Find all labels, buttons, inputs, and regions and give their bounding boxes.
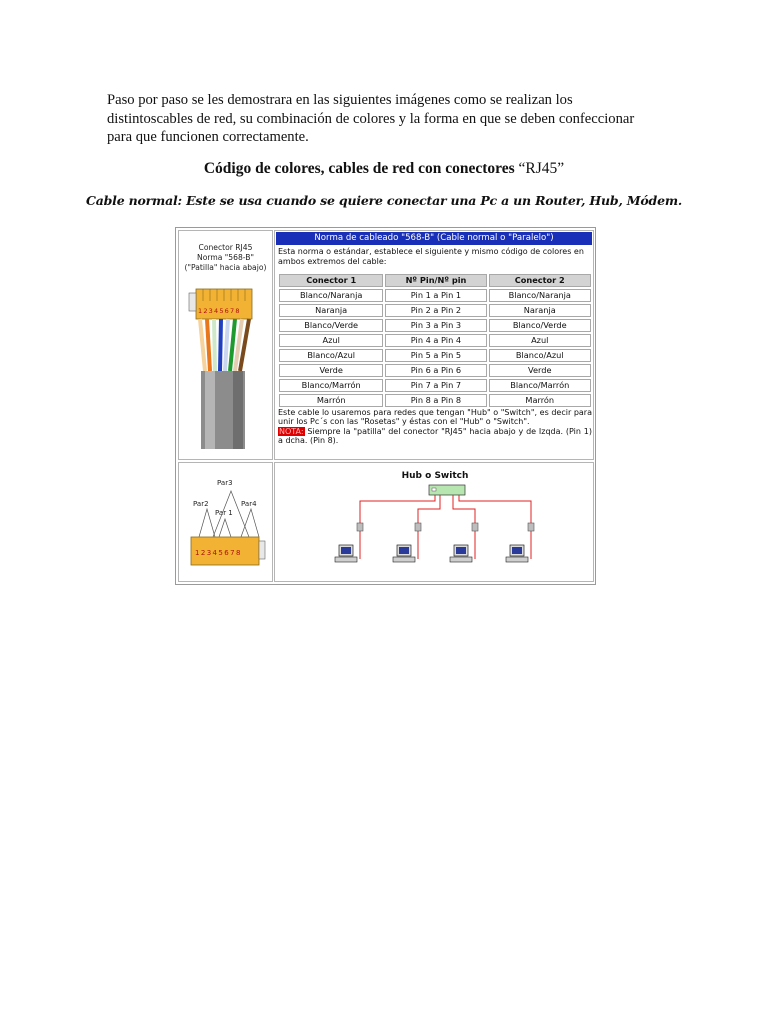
table-row	[279, 349, 591, 362]
wall-jack-icon	[528, 523, 534, 531]
table-cell: Blanco/Verde	[489, 319, 591, 332]
usage-note	[278, 408, 592, 446]
table-cell: Blanco/Azul	[489, 349, 591, 362]
table-row	[279, 334, 591, 347]
table-row	[279, 364, 591, 377]
section-title	[0, 160, 768, 178]
pairs-pin-numbers: 12345678	[195, 549, 242, 557]
table-cell: Azul	[279, 334, 383, 347]
title-rj45: “RJ45”	[518, 160, 565, 177]
table-row	[279, 319, 591, 332]
wall-jack-icon	[357, 523, 363, 531]
usage-note-text: Este cable lo usaremos para redes que tengan "Hub" o "Switch", es decir para unir los Pc´s con las "Rosetas" y éstas con el "Hub" o "Switch".	[278, 408, 592, 427]
intro-line-3: para que funcionen correctamente.	[107, 129, 309, 145]
pc-icon	[393, 545, 415, 562]
network-diagram	[274, 462, 594, 582]
title-text: Código de colores, cables de red con conectores	[203, 160, 519, 177]
table-cell: Marrón	[279, 394, 383, 407]
connector-pin-numbers: 12345678	[198, 307, 241, 315]
table-row	[279, 304, 591, 317]
table-cell: Pin 6 a Pin 6	[385, 364, 486, 377]
table-cell: Pin 4 a Pin 4	[385, 334, 486, 347]
table-cell: Naranja	[279, 304, 383, 317]
pc-icon	[450, 545, 472, 562]
wall-jack-icon	[415, 523, 421, 531]
pair-4-label: Par4	[241, 500, 257, 508]
wall-jack-icon	[472, 523, 478, 531]
hub-label: Hub o Switch	[401, 471, 469, 481]
table-cell: Pin 7 a Pin 7	[385, 379, 486, 392]
table-cell: Naranja	[489, 304, 591, 317]
connector-illustration	[178, 230, 273, 460]
connector-label-line-1: Conector RJ45	[198, 243, 253, 252]
header-conector-1: Conector 1	[279, 274, 383, 287]
norma-banner: Norma de cableado "568-B" (Cable normal o "Paralelo")	[276, 232, 592, 245]
connector-label-line-3: ("Patilla" hacia abajo)	[184, 263, 267, 272]
wiring-figure	[175, 227, 596, 585]
intro-line-2: distintoscables de red, su combinación de colores y la forma en que se deben confeccionar	[107, 110, 635, 127]
table-row	[279, 289, 591, 302]
rj45-connector-graphic	[179, 231, 272, 459]
table-cell: Blanco/Naranja	[279, 289, 383, 302]
table-header-row	[279, 274, 591, 287]
header-pin: Nº Pin/Nº pin	[385, 274, 486, 287]
subtitle: Cable normal: Este se usa cuando se quiere conectar una Pc a un Router, Hub, Módem.	[85, 193, 683, 208]
table-cell: Blanco/Naranja	[489, 289, 591, 302]
wiring-table	[277, 272, 593, 409]
pair-2-label: Par2	[193, 500, 209, 508]
intro-paragraph	[107, 91, 667, 147]
pairs-graphic	[179, 463, 272, 581]
pairs-illustration	[178, 462, 273, 582]
connector-label-line-2: Norma "568-B"	[197, 253, 254, 262]
table-cell: Verde	[489, 364, 591, 377]
pc-icon	[506, 545, 528, 562]
table-cell: Azul	[489, 334, 591, 347]
table-row	[279, 379, 591, 392]
table-cell: Pin 8 a Pin 8	[385, 394, 486, 407]
table-cell: Blanco/Marrón	[279, 379, 383, 392]
wiring-table-panel	[274, 230, 594, 460]
table-cell: Marrón	[489, 394, 591, 407]
header-conector-2: Conector 2	[489, 274, 591, 287]
table-cell: Blanco/Azul	[279, 349, 383, 362]
table-cell: Pin 5 a Pin 5	[385, 349, 486, 362]
table-cell: Blanco/Verde	[279, 319, 383, 332]
table-cell: Pin 2 a Pin 2	[385, 304, 486, 317]
nota-badge: NOTA:	[279, 426, 304, 436]
table-cell: Pin 3 a Pin 3	[385, 319, 486, 332]
table-row	[279, 394, 591, 407]
norma-description: Esta norma o estándar, establece el siguiente y mismo código de colores en ambos extremos del cable:	[278, 247, 584, 266]
pair-3-label: Par3	[217, 479, 233, 487]
table-cell: Verde	[279, 364, 383, 377]
intro-line-1: Paso por paso se les demostrara en las siguientes imágenes como se realizan los	[107, 92, 573, 108]
nota-text: Siempre la "patilla" del conector "RJ45" hacia abajo y de Izqda. (Pin 1) a dcha. (Pin 8).	[278, 426, 592, 446]
network-graphic	[275, 463, 593, 581]
table-cell: Blanco/Marrón	[489, 379, 591, 392]
table-cell: Pin 1 a Pin 1	[385, 289, 486, 302]
pair-1-label: Par 1	[215, 509, 233, 517]
pc-icon	[335, 545, 357, 562]
